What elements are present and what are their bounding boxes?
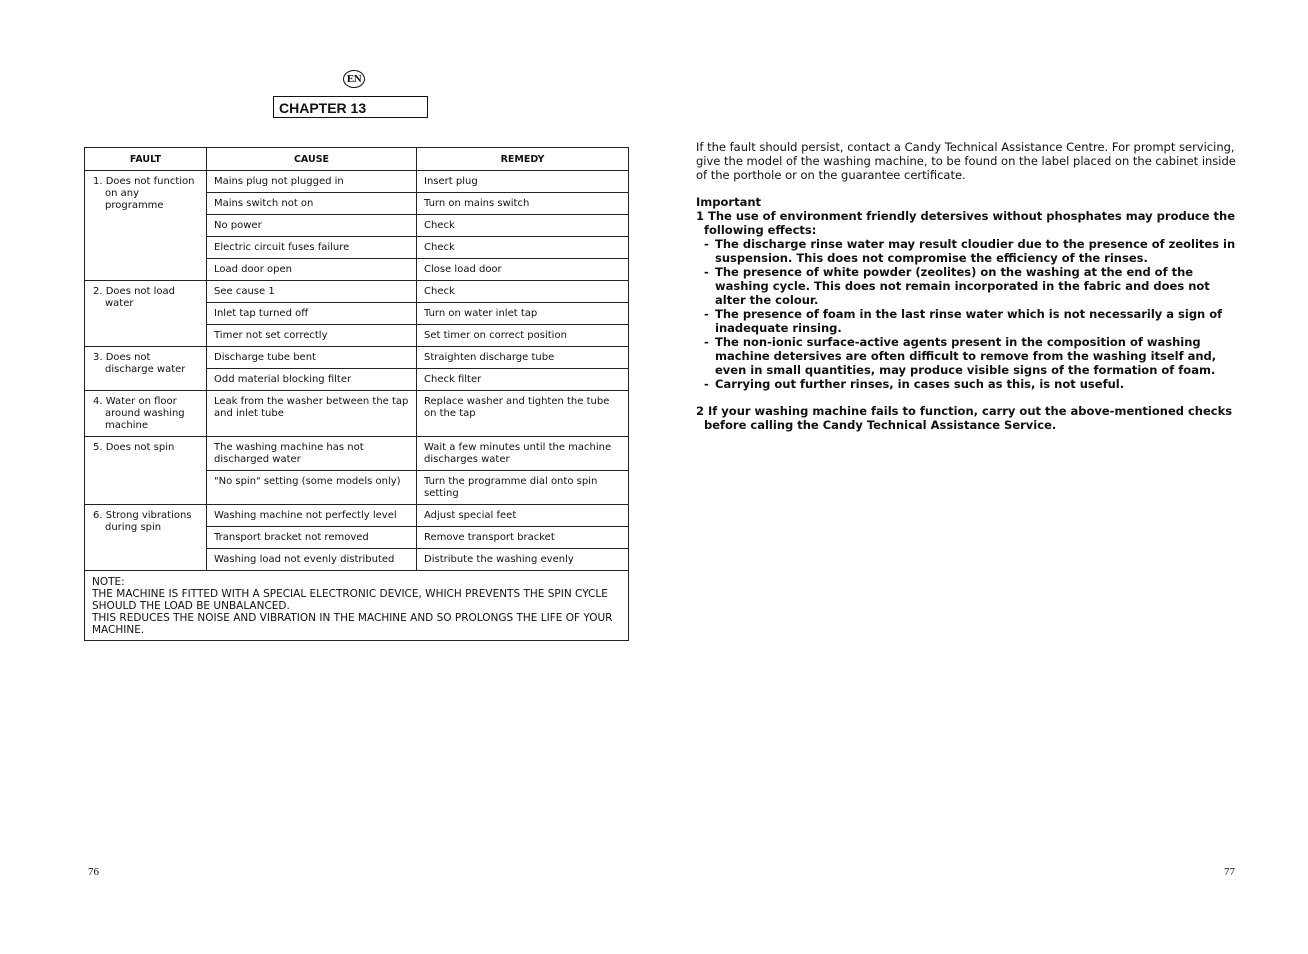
- note-row: [85, 571, 629, 641]
- table-row: [85, 281, 629, 303]
- cause-cell: Mains switch not on: [207, 193, 417, 215]
- cause-cell: Load door open: [207, 259, 417, 281]
- right-page-content: [696, 140, 1236, 444]
- table-body: [85, 171, 629, 641]
- intro-paragraph: If the fault should persist, contact a Candy Technical Assistance Centre. For prompt servicing, give the model of the washing machine, to be found on the label placed on the cabinet inside of the porthole or on the guarantee certificate.: [696, 140, 1236, 182]
- remedy-cell: Set timer on correct position: [417, 325, 629, 347]
- cause-cell: Leak from the washer between the tap and inlet tube: [207, 391, 417, 437]
- list-item: - The discharge rinse water may result cloudier due to the presence of zeolites in suspension. This does not compromise the efficiency of the rinses.: [704, 237, 1236, 265]
- note-cell: [85, 571, 629, 641]
- cause-cell: Electric circuit fuses failure: [207, 237, 417, 259]
- cause-cell: Washing machine not perfectly level: [207, 505, 417, 527]
- fault-cell: 1. Does not function on any programme: [85, 171, 207, 281]
- cause-cell: Inlet tap turned off: [207, 303, 417, 325]
- cause-cell: No power: [207, 215, 417, 237]
- page-number-right: 77: [1224, 866, 1235, 878]
- cause-cell: The washing machine has not discharged water: [207, 437, 417, 471]
- remedy-cell: Straighten discharge tube: [417, 347, 629, 369]
- important-item-2: 2 If your washing machine fails to function, carry out the above-mentioned checks before calling the Candy Technical Assistance Service.: [696, 404, 1233, 432]
- remedy-cell: Check: [417, 215, 629, 237]
- cause-cell: Transport bracket not removed: [207, 527, 417, 549]
- table-row: [85, 505, 629, 527]
- important-heading: Important: [696, 195, 762, 209]
- list-item: - The non-ionic surface-active agents present in the composition of washing machine detersives are often difficult to remove from the washing itself and, even in small quantities, may produce visible signs of the formation of foam.: [704, 335, 1217, 377]
- remedy-cell: Remove transport bracket: [417, 527, 629, 549]
- fault-cell: 2. Does not load water: [85, 281, 207, 347]
- list-item: - The presence of white powder (zeolites) on the washing at the end of the washing cycle. This does not remain incorporated in the fabric and does not alter the colour.: [704, 265, 1210, 307]
- cause-cell: Timer not set correctly: [207, 325, 417, 347]
- remedy-cell: Turn on mains switch: [417, 193, 629, 215]
- remedy-cell: Check: [417, 237, 629, 259]
- remedy-cell: Turn the programme dial onto spin setting: [417, 471, 629, 505]
- note-title: NOTE:: [92, 576, 125, 588]
- list-item: - Carrying out further rinses, in cases such as this, is not useful.: [704, 377, 1125, 391]
- remedy-cell: Adjust special feet: [417, 505, 629, 527]
- cause-cell: "No spin" setting (some models only): [207, 471, 417, 505]
- cause-cell: Mains plug not plugged in: [207, 171, 417, 193]
- table-row: [85, 391, 629, 437]
- cause-cell: See cause 1: [207, 281, 417, 303]
- important-item-1: 1 The use of environment friendly detersives without phosphates may produce the following effects:: [696, 209, 1235, 237]
- table-row: [85, 437, 629, 471]
- cause-cell: Discharge tube bent: [207, 347, 417, 369]
- list-item: - The presence of foam in the last rinse water which is not necessarily a sign of inadequate rinsing.: [704, 307, 1223, 335]
- effects-list: [696, 237, 1236, 391]
- remedy-cell: Check: [417, 281, 629, 303]
- remedy-cell: Close load door: [417, 259, 629, 281]
- remedy-cell: Wait a few minutes until the machine discharges water: [417, 437, 629, 471]
- remedy-cell: Check filter: [417, 369, 629, 391]
- chapter-title: CHAPTER 13: [273, 96, 428, 118]
- header-remedy: REMEDY: [417, 148, 629, 171]
- table-row: [85, 171, 629, 193]
- fault-cell: 5. Does not spin: [85, 437, 207, 505]
- header-fault: FAULT: [85, 148, 207, 171]
- header-cause: CAUSE: [207, 148, 417, 171]
- cause-cell: Odd material blocking filter: [207, 369, 417, 391]
- fault-cell: 4. Water on floor around washing machine: [85, 391, 207, 437]
- remedy-cell: Distribute the washing evenly: [417, 549, 629, 571]
- table-row: [85, 347, 629, 369]
- fault-cell: 6. Strong vibrations during spin: [85, 505, 207, 571]
- remedy-cell: Insert plug: [417, 171, 629, 193]
- remedy-cell: Replace washer and tighten the tube on the tap: [417, 391, 629, 437]
- remedy-cell: Turn on water inlet tap: [417, 303, 629, 325]
- troubleshooting-table: [84, 147, 629, 641]
- language-badge-icon: EN: [343, 70, 365, 88]
- note-line-1: THE MACHINE IS FITTED WITH A SPECIAL ELECTRONIC DEVICE, WHICH PREVENTS THE SPIN CYCLE SHOULD THE LOAD BE UNBALANCED.: [92, 588, 608, 612]
- cause-cell: Washing load not evenly distributed: [207, 549, 417, 571]
- page-number-left: 76: [88, 866, 99, 878]
- note-line-2: THIS REDUCES THE NOISE AND VIBRATION IN THE MACHINE AND SO PROLONGS THE LIFE OF YOUR MACHINE.: [92, 612, 613, 636]
- fault-cell: 3. Does not discharge water: [85, 347, 207, 391]
